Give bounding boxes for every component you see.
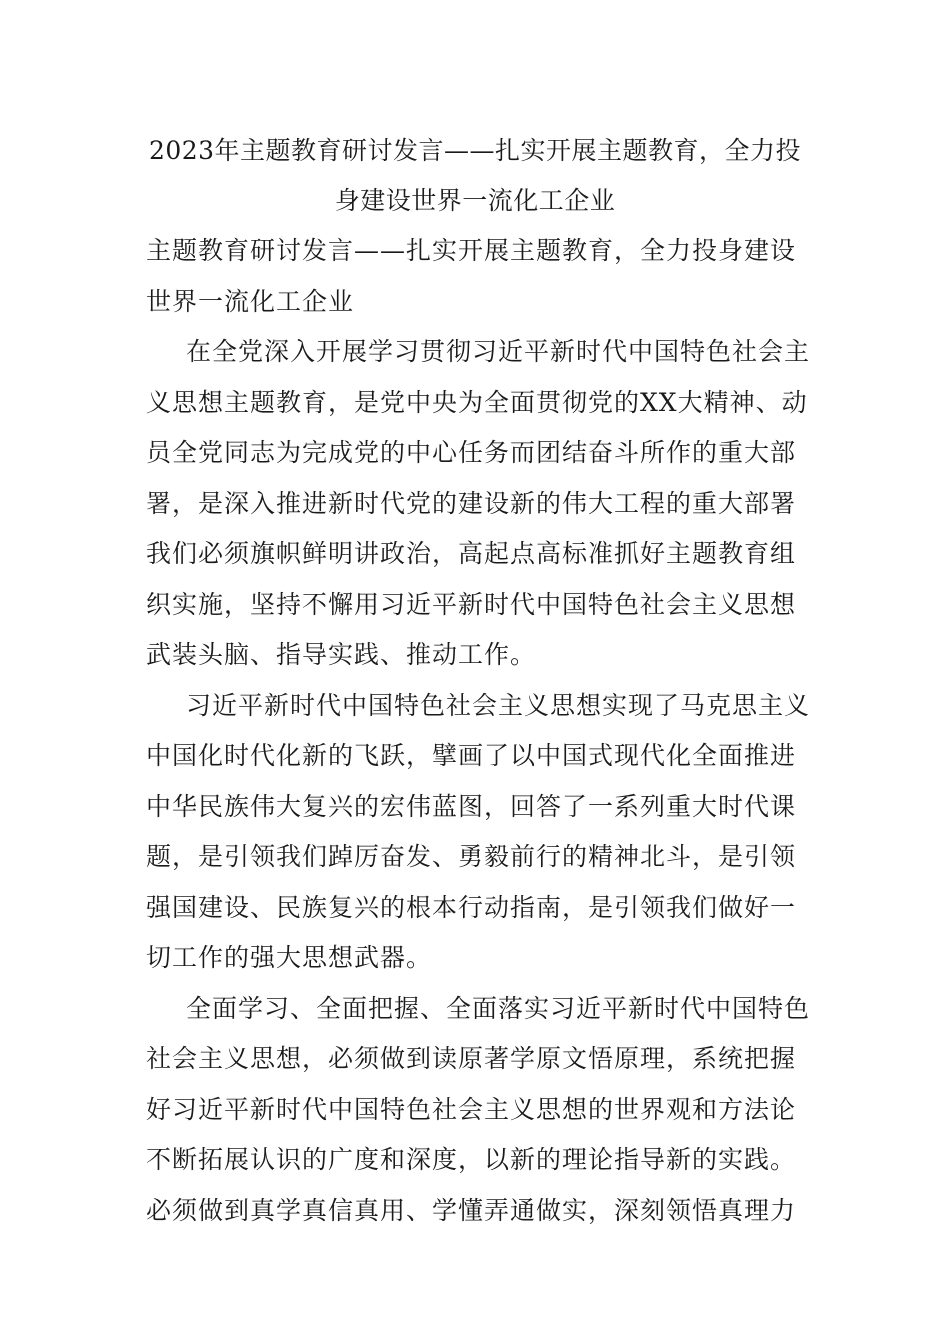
- paragraph-3-line: 社会主义思想，必须做到读原著学原文悟原理，系统把握: [146, 1044, 797, 1073]
- paragraph-2-line: 切工作的强大思想武器。: [146, 943, 433, 972]
- paragraph-1-line: 我们必须旗帜鲜明讲政治，高起点高标准抓好主题教育组: [146, 539, 797, 568]
- paragraph-2-line: 习近平新时代中国特色社会主义思想实现了马克思主义: [186, 691, 811, 720]
- subtitle-line-2: 世界一流化工企业: [146, 287, 355, 316]
- paragraph-2-line: 强国建设、民族复兴的根本行动指南，是引领我们做好一: [146, 893, 797, 922]
- paragraph-1-line: 武装头脑、指导实践、推动工作。: [146, 640, 537, 669]
- paragraph-3-line: 全面学习、全面把握、全面落实习近平新时代中国特色: [186, 994, 811, 1023]
- subtitle-line-1: 主题教育研讨发言——扎实开展主题教育，全力投身建设: [146, 236, 797, 265]
- paragraph-2-line: 题，是引领我们踔厉奋发、勇毅前行的精神北斗，是引领: [146, 842, 797, 871]
- paragraph-3-line: 必须做到真学真信真用、学懂弄通做实，深刻领悟真理力: [146, 1196, 797, 1225]
- paragraph-1-line: 在全党深入开展学习贯彻习近平新时代中国特色社会主: [186, 337, 811, 366]
- paragraph-3-line: 不断拓展认识的广度和深度，以新的理论指导新的实践。: [146, 1145, 797, 1174]
- paragraph-1-line: 织实施，坚持不懈用习近平新时代中国特色社会主义思想: [146, 590, 797, 619]
- title-line-2: 身建设世界一流化工企业: [334, 186, 616, 215]
- paragraph-2-line: 中华民族伟大复兴的宏伟蓝图，回答了一系列重大时代课: [146, 792, 797, 821]
- paragraph-2-line: 中国化时代化新的飞跃，擘画了以中国式现代化全面推进: [146, 741, 797, 770]
- paragraph-1-line: 义思想主题教育，是党中央为全面贯彻党的XX大精神、动: [146, 388, 808, 417]
- paragraph-3-line: 好习近平新时代中国特色社会主义思想的世界观和方法论: [146, 1095, 797, 1124]
- title-line-1: 2023年主题教育研讨发言——扎实开展主题教育，全力投: [148, 136, 802, 165]
- paragraph-1-line: 署，是深入推进新时代党的建设新的伟大工程的重大部署: [146, 489, 797, 518]
- paragraph-1-line: 员全党同志为完成党的中心任务而团结奋斗所作的重大部: [146, 438, 797, 467]
